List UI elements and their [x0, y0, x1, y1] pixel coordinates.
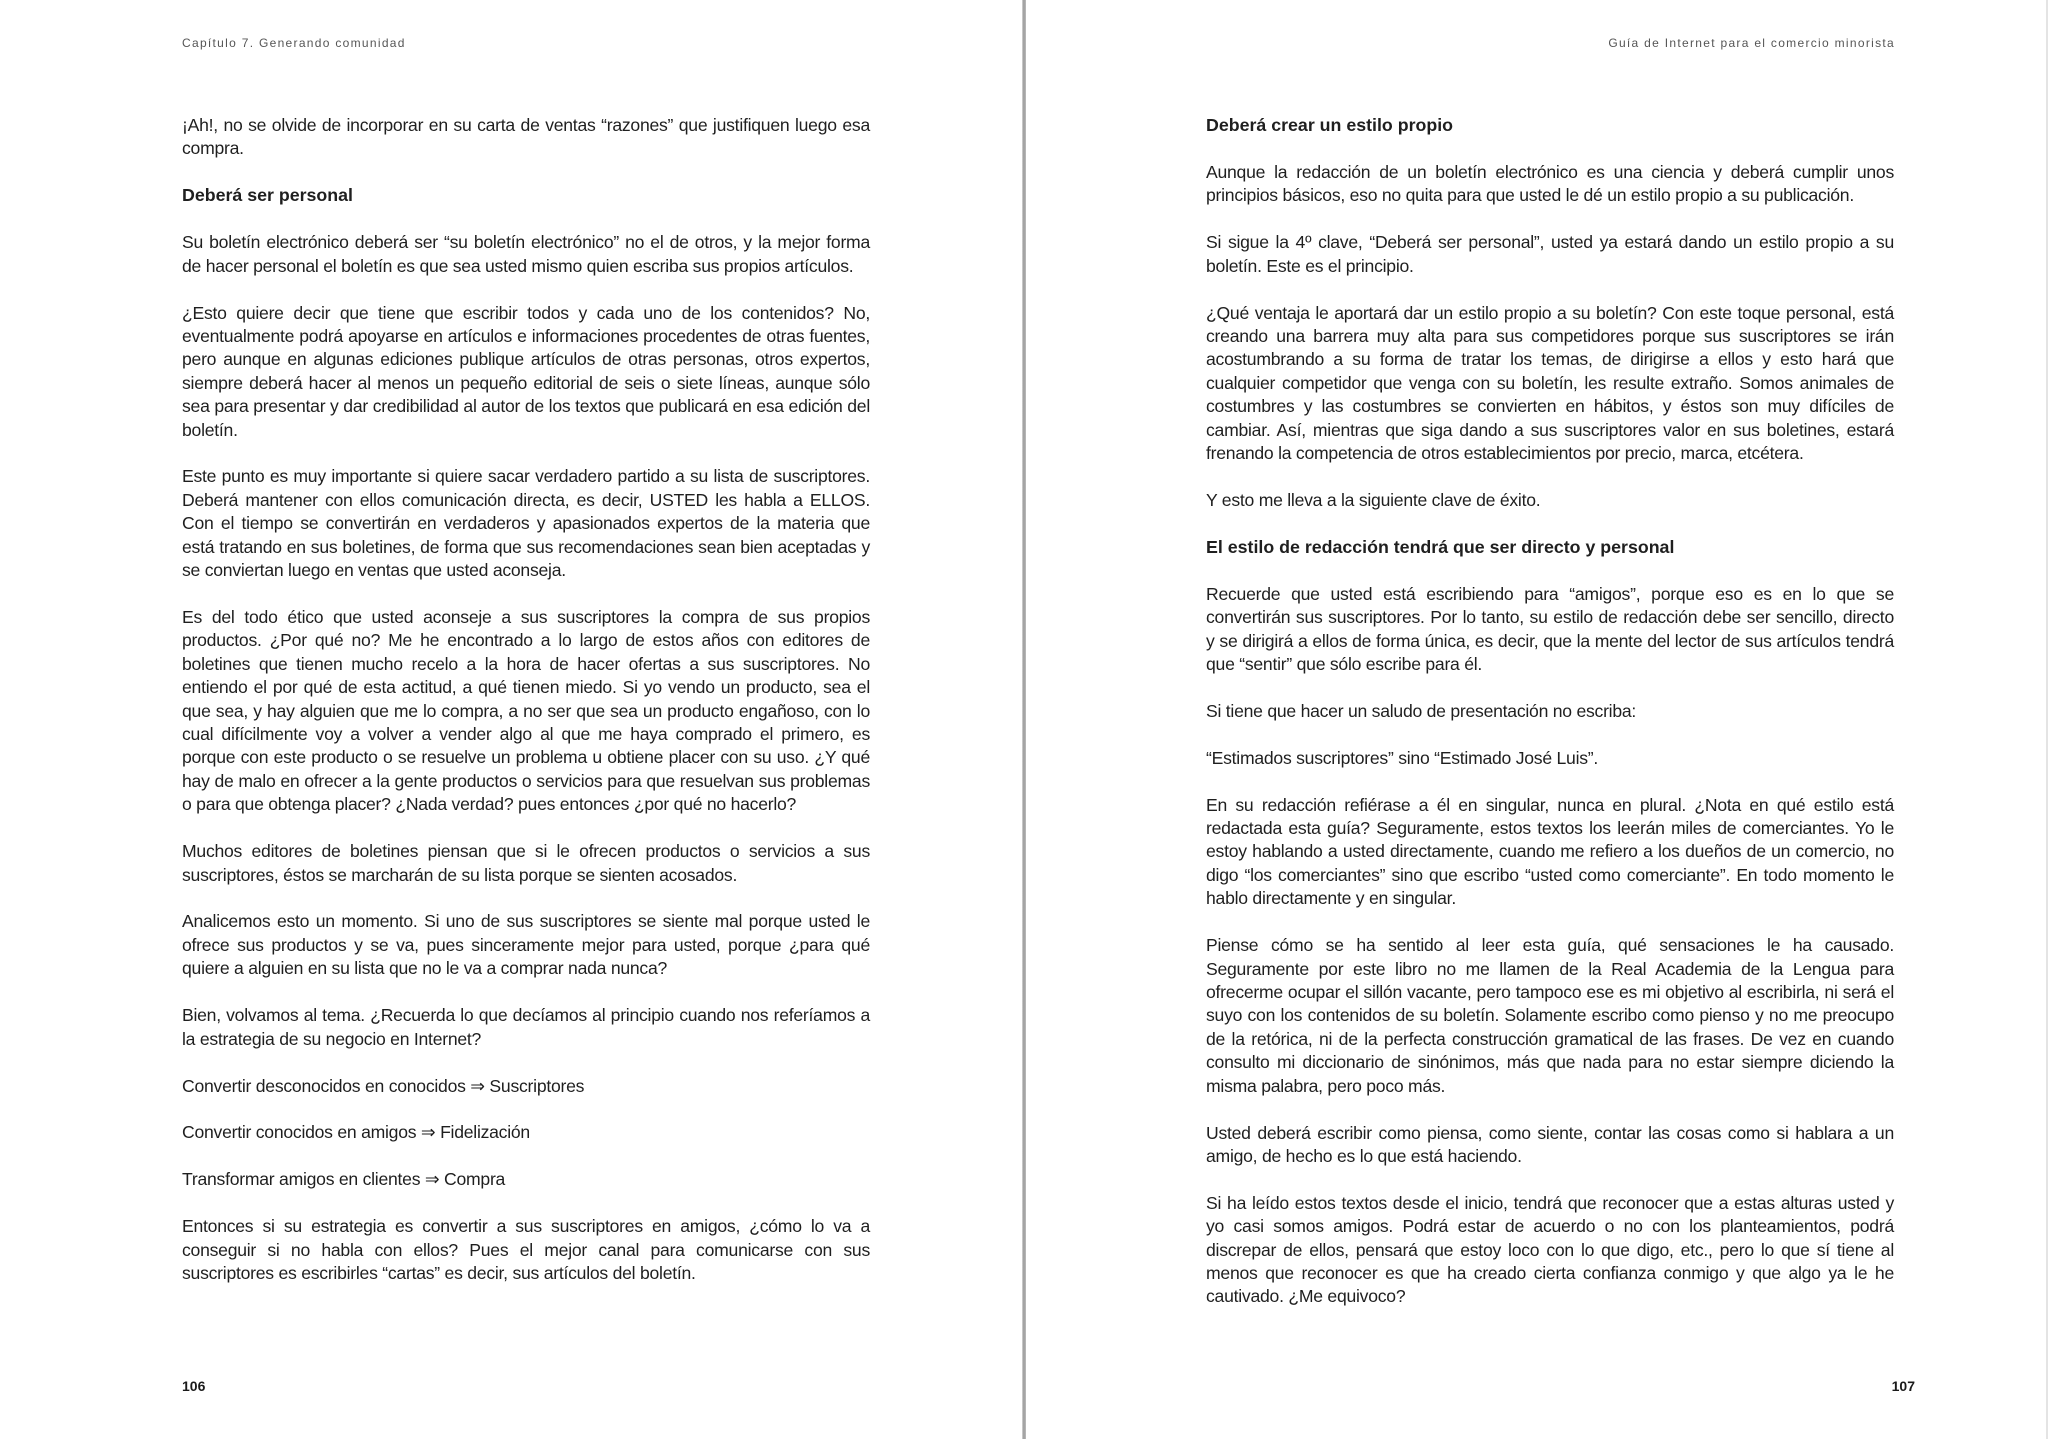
paragraph: Aunque la redacción de un boletín electrónico es una ciencia y deberá cumplir unos principios básicos, eso no quita para que usted le dé un estilo propio a su publicación.: [1206, 161, 1894, 206]
paragraph: Usted deberá escribir como piensa, como siente, contar las cosas como si hablara a un amigo, de hecho es lo que está haciendo.: [1206, 1122, 1894, 1166]
paragraph: En su redacción refiérase a él en singular, nunca en plural. ¿Nota en qué estilo está redactada esta guía? Seguramente, estos textos los leerán miles de comerciantes. Yo le estoy hablando a usted directamente, cuando me refiero a los dueños de un comercio, no digo “los comerciantes” sino que escribo “usted como comerciante”. En todo momento le hablo directamente y en singular.: [1206, 794, 1894, 909]
quoted-greeting: “Estimados suscriptores” sino “Estimado José Luis”.: [1206, 747, 1599, 768]
running-head-right: Guía de Internet para el comercio minorista: [1608, 36, 1895, 50]
right-page: [1026, 0, 2048, 1439]
paragraph: Piense cómo se ha sentido al leer esta guía, qué sensaciones le ha causado. Seguramente por este libro no me llamen de la Real Academia de la Lengua para ofrecerme ocupar el sillón vacante, pero tampoco ese es mi objetivo al escribirla, ni será el suyo con los contenidos de su boletín. Solamente escribo como pienso y no me preocupo de la retórica, ni de la perfecta construcción gramatical de las frases. De vez en cuando consulto mi diccionario de sinónimos, más que nada para no estar siempre diciendo la misma palabra, pero poco más.: [1206, 935, 1894, 1096]
paragraph: ¿Qué ventaja le aportará dar un estilo propio a su boletín? Con este toque personal, está creando una barrera muy alta para sus competidores porque sus suscriptores se irán acostumbrando a su forma de tratar los temas, de dirigirse a ellos y esto hará que cualquier competidor que venga con su boletín, les resulte extraño. Somos animales de costumbres y las costumbres se convierten en hábitos, y éstos son muy difíciles de cambiar. Así, mientras que siga dando a sus suscriptores valor en sus boletines, estará frenando la competencia de otros establecimientos por precio, marca, etcétera.: [1206, 302, 1894, 463]
section-heading: Deberá ser personal: [182, 185, 353, 206]
strategy-line: Convertir conocidos en amigos ⇒ Fidelización: [182, 1122, 530, 1143]
paragraph: Analicemos esto un momento. Si uno de sus suscriptores se siente mal porque usted le ofrece sus productos y se va, pues sinceramente mejor para usted, porque ¿para qué quiere a alguien en su lista que no le va a comprar nada nunca?: [182, 911, 870, 979]
paragraph: Bien, volvamos al tema. ¿Recuerda lo que decíamos al principio cuando nos referíamos a la estrategia de su negocio en Internet?: [182, 1005, 870, 1049]
paragraph: Muchos editores de boletines piensan que si le ofrecen productos o servicios a sus suscriptores, éstos se marcharán de su lista porque se sienten acosados.: [182, 841, 870, 885]
paragraph: Es del todo ético que usted aconseje a sus suscriptores la compra de sus propios productos. ¿Por qué no? Me he encontrado a lo largo de estos años con editores de boletines que tienen mucho recelo a la hora de hacer ofertas a sus suscriptores. No entiendo el por qué de esta actitud, a qué tienen miedo. Si yo vendo un producto, sea el que sea, y hay alguien que me lo compra, a no ser que sea un producto engañoso, con lo cual difícilmente voy a volver a vender algo al que me haya comprado el primero, es porque con este producto o se resuelve un problema u obtiene placer con su uso. ¿Y qué hay de malo en ofrecer a la gente productos o servicios para que resuelvan sus problemas o para que obtenga placer? ¿Nada verdad? pues entonces ¿por qué no hacerlo?: [182, 607, 870, 815]
paragraph: Si sigue la 4º clave, “Deberá ser personal”, usted ya estará dando un estilo propio a su boletín. Este es el principio.: [1206, 232, 1894, 276]
strategy-line: Transformar amigos en clientes ⇒ Compra: [182, 1169, 506, 1190]
paragraph: Si ha leído estos textos desde el inicio, tendrá que reconocer que a estas alturas usted y yo casi somos amigos. Podrá estar de acuerdo o no con los planteamientos, podrá discrepar de ellos, pensará que estoy loco con lo que digo, etc., pero lo que sí tiene al menos que reconocer es que ha creado cierta confianza conmigo y que algo ya le he cautivado. ¿Me equivoco?: [1206, 1192, 1894, 1307]
page-number-right: 107: [1891, 1378, 1915, 1394]
paragraph: Este punto es muy importante si quiere sacar verdadero partido a su lista de suscriptores. Deberá mantener con ellos comunicación directa, es decir, USTED les habla a ELLOS. Con el tiempo se convertirán en verdaderos y apasionados expertos de la materia que está tratando en sus boletines, de forma que sus recomendaciones sean bien aceptadas y se conviertan luego en ventas que usted aconseja.: [182, 466, 870, 581]
section-heading: Deberá crear un estilo propio: [1206, 115, 1454, 135]
paragraph: ¡Ah!, no se olvide de incorporar en su carta de ventas “razones” que justifiquen luego esa compra.: [182, 115, 870, 159]
paragraph: Si tiene que hacer un saludo de presentación no escriba:: [1206, 700, 1637, 721]
paragraph: Y esto me lleva a la siguiente clave de éxito.: [1206, 489, 1541, 510]
left-page-content: [182, 114, 870, 1309]
paragraph: Su boletín electrónico deberá ser “su boletín electrónico” no el de otros, y la mejor forma de hacer personal el boletín es que sea usted mismo quien escriba sus propios artículos.: [182, 232, 870, 276]
running-head-left: Capítulo 7. Generando comunidad: [182, 36, 406, 50]
left-page: [0, 0, 1023, 1439]
section-heading: El estilo de redacción tendrá que ser directo y personal: [1206, 536, 1675, 557]
paragraph: Recuerde que usted está escribiendo para “amigos”, porque eso es en lo que se convertirán sus suscriptores. Por lo tanto, su estilo de redacción debe ser sencillo, directo y se dirigirá a ellos de forma única, es decir, que la mente del lector de sus artículos tendrá que “sentir” que sólo escribe para él.: [1206, 583, 1894, 674]
strategy-line: Convertir desconocidos en conocidos ⇒ Suscriptores: [182, 1075, 585, 1096]
right-page-content: [1206, 114, 1894, 1332]
page-number-left: 106: [182, 1378, 206, 1394]
paragraph: ¿Esto quiere decir que tiene que escribir todos y cada uno de los contenidos? No, eventualmente podrá apoyarse en artículos e informaciones procedentes de otras fuentes, pero aunque en algunas ediciones publique artículos de otras personas, otros expertos, siempre deberá hacer al menos un pequeño editorial de seis o siete líneas, aunque sólo sea para presentar y dar credibilidad al autor de los textos que publicará en esa edición del boletín.: [182, 302, 870, 440]
paragraph: Entonces si su estrategia es convertir a sus suscriptores en amigos, ¿cómo lo va a conseguir si no habla con ellos? Pues el mejor canal para comunicarse con sus suscriptores es escribirles “cartas” es decir, sus artículos del boletín.: [182, 1216, 870, 1284]
